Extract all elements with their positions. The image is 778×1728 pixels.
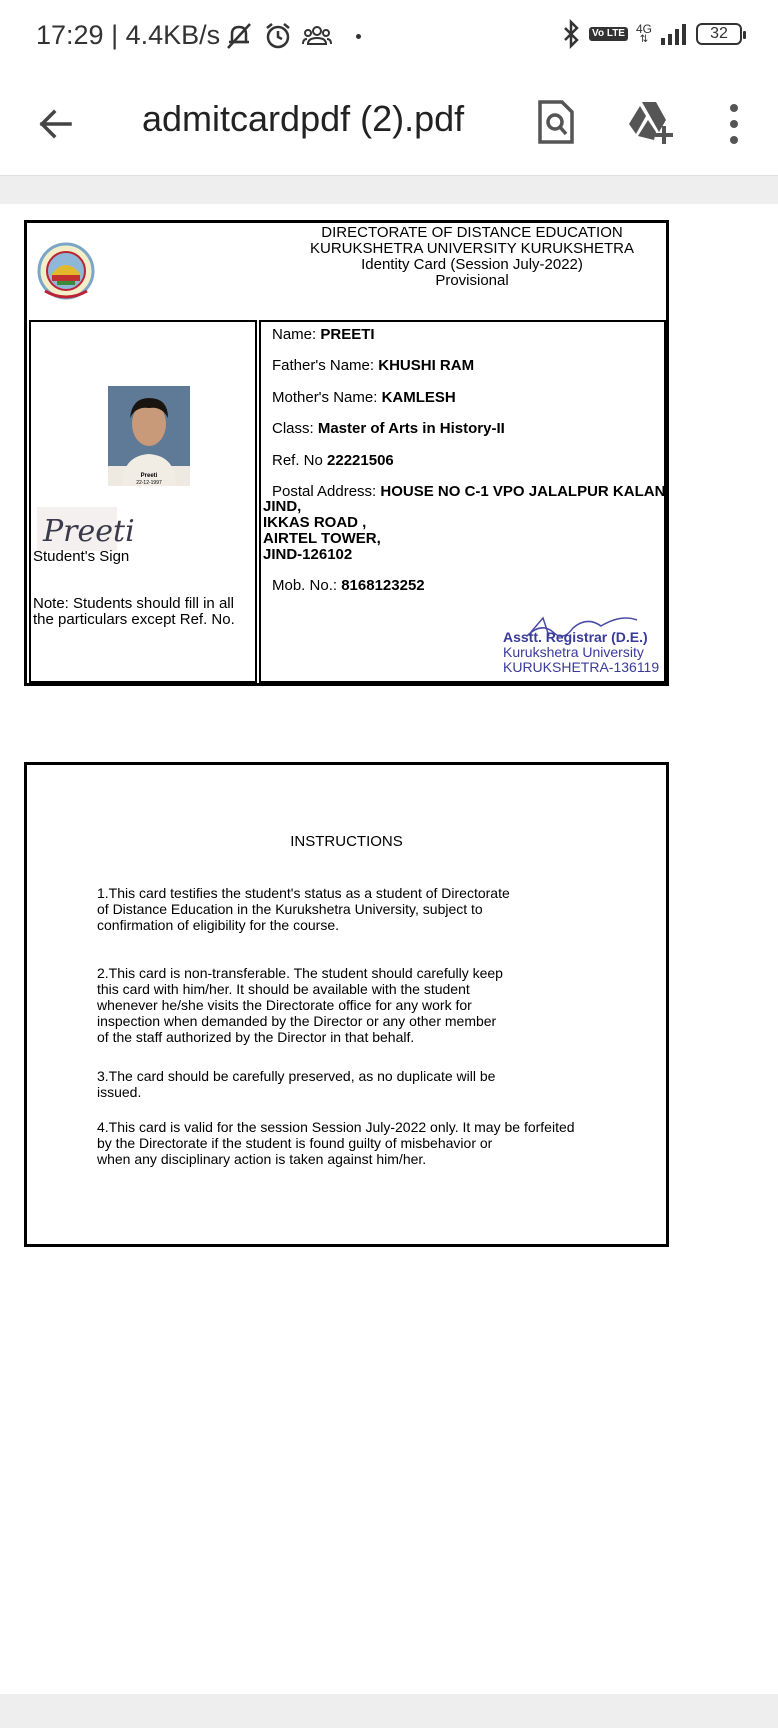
- student-signature: [37, 507, 135, 551]
- bluetooth-icon: [561, 20, 581, 48]
- status-bar: [0, 0, 778, 76]
- card-right-panel: [259, 320, 670, 683]
- group-icon: [302, 24, 332, 48]
- arrow-back-icon[interactable]: [36, 104, 76, 144]
- instruction-4: 4.This card is valid for the session Session July-2022 only. It may be forfeited by the Directorate if the student is found guilty of misbehavior or when any disciplinary action is taken against him/her.: [97, 1119, 575, 1167]
- student-photo: [108, 386, 190, 486]
- university-logo-icon: [37, 241, 95, 303]
- data-arrows-icon: ⇅: [639, 34, 649, 45]
- field-postal-address: Postal Address: HOUSE NO C-1 VPO JALALPUR KALAN,: [272, 483, 670, 500]
- alarm-icon: [264, 22, 292, 50]
- instructions-title: INSTRUCTIONS: [290, 833, 403, 850]
- photo-caption-date: 22-12-1997: [136, 480, 162, 486]
- field-mother-name: Mother's Name: KAMLESH: [272, 389, 456, 406]
- more-vert-icon[interactable]: [716, 100, 752, 148]
- registrar-stamp: Asstt. Registrar (D.E.) Kurukshetra University KURUKSHETRA-136119: [503, 629, 660, 675]
- status-time-speed: 17:29 | 4.4KB/s: [36, 20, 221, 50]
- pdf-page[interactable]: [0, 204, 778, 1694]
- student-photo-image: [108, 386, 190, 486]
- instruction-2: 2.This card is non-transferable. The student should carefully keep this card with him/her. It should be available with the student whenever he/she visits the Directorate office for any work for inspection when demanded by the Director or any other member of the staff authorized by the Director in that behalf.: [97, 965, 503, 1045]
- card-left-panel: [29, 320, 257, 683]
- student-sign-label: Student's Sign: [33, 548, 130, 565]
- bottom-bar: [0, 1694, 778, 1728]
- header-line-4: Provisional: [435, 272, 509, 289]
- volte-badge: Vo LTE: [589, 27, 628, 41]
- instruction-3: 3.The card should be carefully preserved, as no duplicate will be issued.: [97, 1068, 496, 1100]
- status-notification-icons: [224, 22, 361, 50]
- file-title: admitcardpdf (2).pdf: [142, 98, 465, 139]
- dot-icon: [356, 34, 361, 39]
- field-father-name: Father's Name: KHUSHI RAM: [272, 357, 475, 374]
- signal-icon: [660, 22, 688, 46]
- app-bar: [0, 76, 778, 176]
- field-name: Name: PREETI: [272, 326, 375, 343]
- field-mobile: Mob. No.: 8168123252: [272, 577, 425, 594]
- header-line-1: DIRECTORATE OF DISTANCE EDUCATION: [321, 224, 623, 241]
- battery-indicator: 32: [696, 23, 742, 45]
- find-in-page-icon[interactable]: [536, 98, 576, 146]
- network-indicator: [636, 23, 652, 45]
- photo-caption-name: Preeti: [140, 473, 158, 479]
- bell-off-icon: [224, 22, 254, 50]
- instruction-1: 1.This card testifies the student's status as a student of Directorate of Distance Education in the Kurukshetra University, subject to confirmation of eligibility for the course.: [97, 885, 510, 933]
- instructions-box: [24, 762, 669, 1247]
- field-ref-no: Ref. No 22221506: [272, 452, 394, 469]
- header-line-3: Identity Card (Session July-2022): [361, 256, 583, 273]
- card-header: [27, 223, 666, 320]
- add-to-drive-icon[interactable]: [626, 98, 674, 146]
- address-continuation: JIND, IKKAS ROAD , AIRTEL TOWER, JIND-126102: [263, 498, 381, 563]
- card-header-text: [262, 225, 682, 289]
- network-type: 4G: [635, 22, 652, 36]
- card-note: Note: Students should fill in all the particulars except Ref. No.: [33, 595, 235, 628]
- field-class: Class: Master of Arts in History-II: [272, 420, 505, 437]
- signature-text: Preeti: [43, 514, 135, 549]
- header-line-2: KURUKSHETRA UNIVERSITY KURUKSHETRA: [310, 240, 634, 257]
- identity-card: [24, 220, 669, 686]
- status-system-icons: [561, 20, 742, 48]
